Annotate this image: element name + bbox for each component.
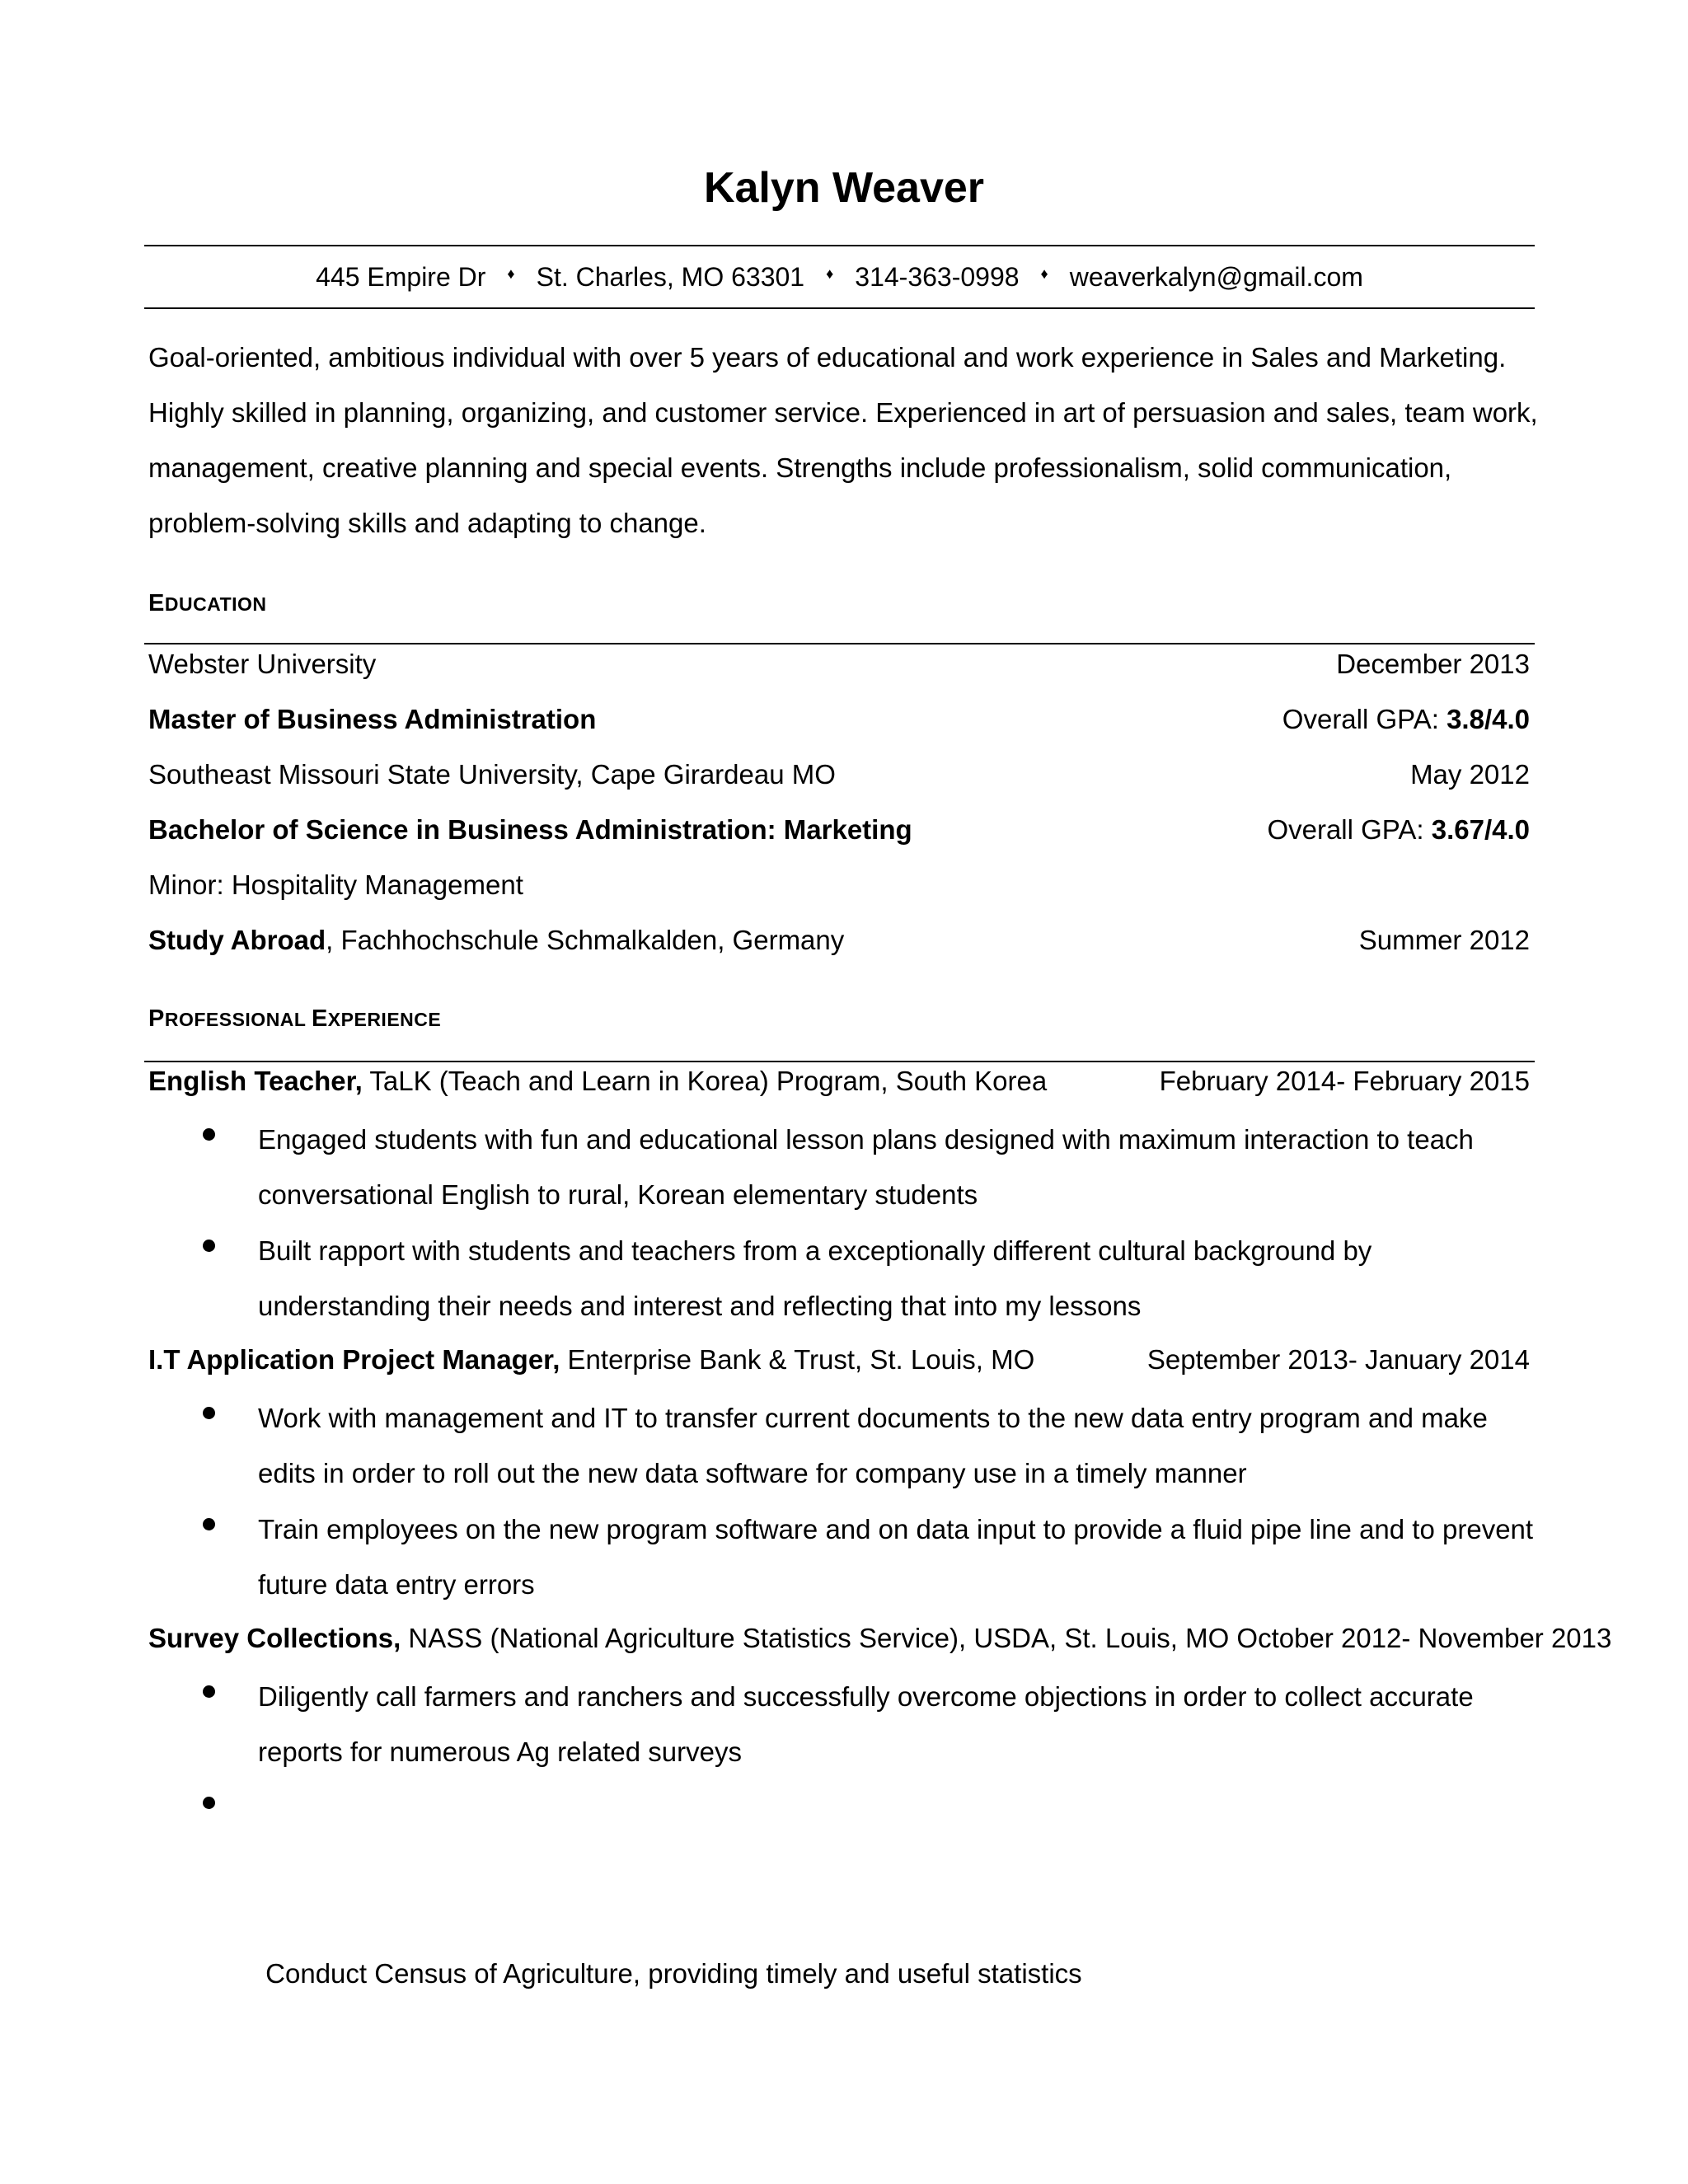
job-bullet: Engaged students with fun and educational lesson plans designed with maximum interaction to teach conversational English to rural, Korean elementary students bbox=[148, 1112, 1550, 1222]
school-name: Southeast Missouri State University, Cape Girardeau MO bbox=[148, 759, 836, 790]
job-header bbox=[148, 1057, 1530, 1106]
minor: Minor: Hospitality Management bbox=[148, 869, 523, 900]
education-row bbox=[148, 860, 1530, 910]
job-title: Survey Collections, bbox=[148, 1623, 401, 1653]
job-dates: February 2014- February 2015 bbox=[1159, 1066, 1530, 1096]
education-row bbox=[148, 916, 1530, 965]
education-date: May 2012 bbox=[1410, 759, 1530, 790]
job-title: English Teacher, bbox=[148, 1066, 363, 1096]
job-org: Enterprise Bank & Trust, St. Louis, MO bbox=[560, 1344, 1035, 1375]
summary-paragraph: Goal-oriented, ambitious individual with over 5 years of educational and work experience in Sales and Marketing. Highly skilled in planning, organizing, and customer service. Experienced in art of persuasion and sales, team work, management, creative planning and special events. Strengths include professionalism, solid communication, problem-solving skills and adapting to change. bbox=[148, 342, 1538, 538]
separator-icon: ♦ bbox=[1040, 265, 1048, 282]
bullet-icon bbox=[203, 1797, 215, 1809]
separator-icon: ♦ bbox=[507, 265, 515, 282]
gpa: Overall GPA: 3.67/4.0 bbox=[1267, 814, 1530, 845]
job-bullet: Diligently call farmers and ranchers and successfully overcome objections in order to collect accurate reports for numerous Ag related surveys bbox=[148, 1669, 1550, 1779]
education-date: December 2013 bbox=[1336, 649, 1530, 679]
header-bottom-rule bbox=[144, 307, 1535, 309]
degree: Bachelor of Science in Business Administration: Marketing bbox=[148, 814, 912, 845]
job-bullet: Built rapport with students and teachers from a exceptionally different cultural background by understanding their needs and interest and reflecting that into my lessons bbox=[148, 1223, 1550, 1333]
candidate-name: Kalyn Weaver bbox=[703, 164, 985, 212]
job-header bbox=[148, 1614, 1612, 1663]
education-date: Summer 2012 bbox=[1358, 925, 1530, 955]
job-header bbox=[148, 1335, 1530, 1385]
bullet-icon bbox=[203, 1128, 215, 1141]
job-org: TaLK (Teach and Learn in Korea) Program, South Korea bbox=[362, 1066, 1048, 1096]
education-row bbox=[148, 695, 1530, 744]
education-row bbox=[148, 750, 1530, 799]
education-row bbox=[148, 640, 1530, 689]
contact-line bbox=[144, 249, 1535, 305]
city-state-zip: St. Charles, MO 63301 bbox=[536, 261, 805, 292]
address: 445 Empire Dr bbox=[316, 261, 486, 292]
school-name: Webster University bbox=[148, 649, 377, 679]
bullet-icon bbox=[203, 1407, 215, 1419]
gpa: Overall GPA: 3.8/4.0 bbox=[1282, 704, 1530, 734]
job-dates: September 2013- January 2014 bbox=[1146, 1344, 1530, 1375]
job-bullet: Train employees on the new program software and on data input to provide a fluid pipe line and to prevent future data entry errors bbox=[148, 1502, 1550, 1612]
bullet-icon bbox=[203, 1685, 215, 1698]
header-top-rule bbox=[144, 245, 1535, 246]
job-org: NASS (National Agriculture Statistics Service), USDA, St. Louis, MO October 2012- November 2013 bbox=[401, 1623, 1612, 1653]
degree: Master of Business Administration bbox=[148, 704, 597, 734]
email: weaverkalyn@gmail.com bbox=[1069, 261, 1363, 292]
education-row bbox=[148, 805, 1530, 855]
job-bullet: Work with management and IT to transfer current documents to the new data entry program and make edits in order to roll out the new data software for company use in a timely manner bbox=[148, 1390, 1550, 1501]
bullet-icon bbox=[203, 1518, 215, 1530]
study-abroad: Study Abroad, Fachhochschule Schmalkalden, Germany bbox=[148, 925, 845, 955]
education-heading: EDUCATION bbox=[148, 590, 267, 616]
job-title: I.T Application Project Manager, bbox=[148, 1344, 560, 1375]
bullet-icon bbox=[203, 1240, 215, 1252]
experience-heading: PROFESSIONAL EXPERIENCE bbox=[148, 1005, 442, 1032]
separator-icon: ♦ bbox=[826, 265, 834, 282]
phone: 314-363-0998 bbox=[855, 261, 1020, 292]
job-bullet: Conduct Census of Agriculture, providing timely and useful statistics bbox=[148, 1780, 1550, 2111]
